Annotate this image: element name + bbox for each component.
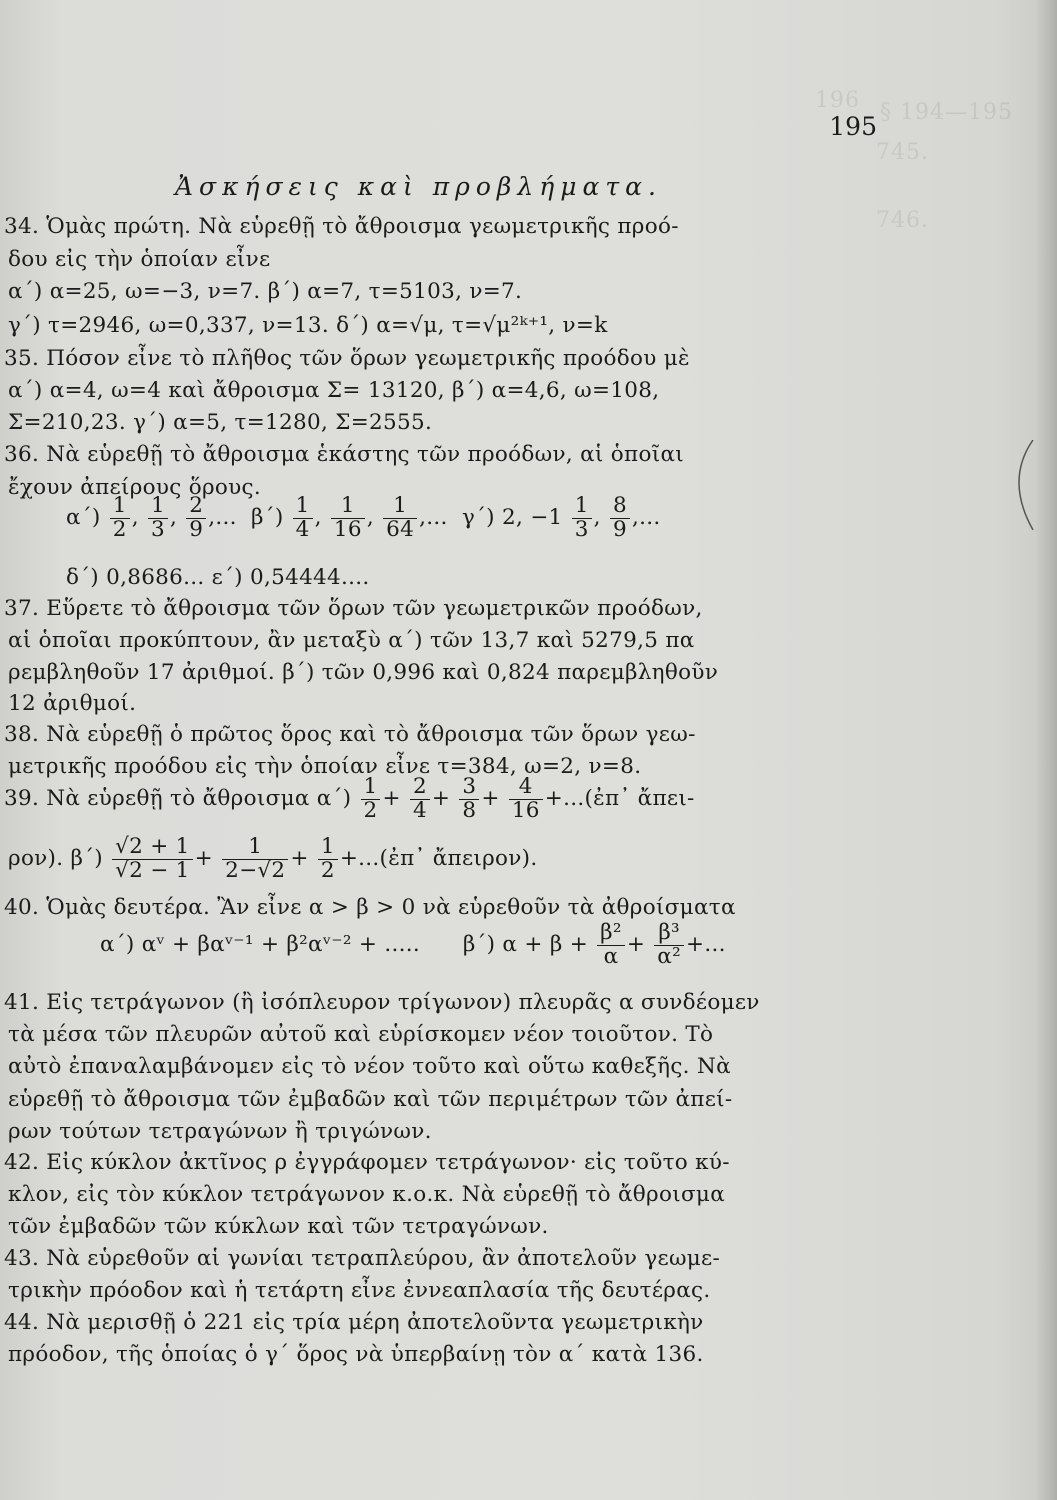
bleed-through-text: 746.	[876, 208, 929, 233]
text-line: 43. Νὰ εὑρεθοῦν αἱ γωνίαι τετραπλεύρου, ἂν ἀποτελοῦν γεωμε-	[4, 1246, 721, 1271]
text-line: 38. Νὰ εὑρεθῇ ὁ πρῶτος ὅρος καὶ τὸ ἄθροισμα τῶν ὅρων γεω-	[4, 722, 696, 747]
text-line: 42. Εἰς κύκλον ἀκτῖνος ρ ἐγγράφομεν τετράγωνον· εἰς τοῦτο κύ-	[4, 1150, 730, 1175]
fraction: $\frac{√2 + 1}{√2 - 1}$	[112, 836, 193, 882]
text-line: ρεμβληθοῦν 17 ἀριθμοί. β΄) τῶν 0,996 καὶ 0,824 παρεμβληθοῦν	[8, 660, 719, 685]
text-line: 41. Εἰς τετράγωνον (ἢ ἰσόπλευρον τρίγωνον) πλευρᾶς α συνδέομεν	[4, 990, 760, 1015]
text-line: α΄) α=25, ω=−3, ν=7. β΄) α=7, τ=5103, ν=7.	[8, 279, 523, 304]
text-line: Σ=210,23. γ΄) α=5, τ=1280, Σ=2555.	[8, 410, 433, 435]
fraction: $\frac{1}{2}$	[318, 836, 338, 882]
fraction: $\frac{4}{16}$	[509, 776, 543, 822]
text-line: γ΄) τ=2946, ω=0,337, ν=13. δ΄) α=√μ, τ=√μ²ᵏ⁺¹, ν=k	[8, 313, 608, 338]
text-line: 40. Ὁμὰς δευτέρα. Ἂν εἶνε α > β > 0 νὰ εὑρεθοῦν τὰ ἀθροίσματα	[4, 895, 736, 920]
fraction: $\frac{3}{8}$	[459, 776, 479, 822]
text-line: μετρικῆς προόδου εἰς τὴν ὁποίαν εἶνε τ=384, ω=2, ν=8.	[8, 754, 642, 779]
text-line: αὐτὸ ἐπαναλαμβάνομεν εἰς τὸ νέον τοῦτο καὶ οὕτω καθεξῆς. Νὰ	[8, 1054, 731, 1079]
text-line: 44. Νὰ μερισθῇ ὁ 221 εἰς τρία μέρη ἀποτελοῦντα γεωμετρικὴν	[4, 1310, 704, 1335]
page-curl-mark	[1003, 440, 1043, 530]
fraction: $\frac{2}{4}$	[410, 776, 430, 822]
text-line: τῶν ἐμβαδῶν τῶν κύκλων καὶ τῶν τετραγώνων.	[8, 1214, 549, 1239]
fraction: $\frac{1}{2-√2}$	[222, 836, 288, 882]
text-line: 12 ἀριθμοί.	[8, 691, 137, 716]
fraction: $\frac{1}{3}$	[148, 495, 168, 541]
fraction: $\frac{1}{4}$	[293, 495, 313, 541]
page-number: 195	[829, 112, 877, 141]
text-line: τρικὴν πρόοδον καὶ ἡ τετάρτη εἶνε ἐννεαπλασία τῆς δευτέρας.	[8, 1278, 711, 1303]
formula-36: α΄) $\frac{1}{2}$ , $\frac{1}{3}$ , $\frac{2}{9}$ ,... β΄) $\frac{1}{4}$ , $\frac{1}{16}$ , $\frac{1}{64}$ ,... γ΄) 2, −1 $\frac{1}{3}$ , $\frac{8}{9}$ ,...	[66, 493, 661, 542]
label-a: α΄)	[66, 505, 101, 531]
fraction: $\frac{1}{64}$	[383, 495, 417, 541]
text-line: 37. Εὕρετε τὸ ἄθροισμα τῶν ὅρων τῶν γεωμετρικῶν προόδων,	[4, 596, 703, 621]
text-line: 35. Πόσον εἶνε τὸ πλῆθος τῶν ὅρων γεωμετρικῆς προόδου μὲ	[4, 346, 690, 371]
fraction: $\frac{1}{2}$	[110, 495, 130, 541]
fraction: $\frac{1}{16}$	[331, 495, 365, 541]
fraction: $\frac{1}{3}$	[572, 495, 592, 541]
text-line: δ΄) 0,8686... ε΄) 0,54444....	[66, 565, 370, 590]
text-line: αἱ ὁποῖαι προκύπτουν, ἂν μεταξὺ α΄) τῶν 13,7 καὶ 5279,5 πα	[8, 628, 695, 653]
text-line: εὑρεθῇ τὸ ἄθροισμα τῶν ἐμβαδῶν καὶ τῶν περιμέτρων τῶν ἀπεί-	[8, 1087, 733, 1112]
page-edge-shadow	[1035, 0, 1057, 1500]
fraction: $\frac{\text{β³}}{\text{α²}}$	[654, 922, 684, 968]
fraction: $\frac{\text{β²}}{\alpha}$	[597, 922, 625, 968]
bleed-through-text: § 194—195	[880, 100, 1013, 125]
text-line: πρόοδον, τῆς ὁποίας ὁ γ΄ ὅρος νὰ ὑπερβαίνῃ τὸν α΄ κατὰ 136.	[8, 1342, 704, 1367]
text-line: 34. Ὁμὰς πρώτη. Νὰ εὑρεθῇ τὸ ἄθροισμα γεωμετρικῆς προό-	[4, 214, 679, 239]
text-line: τὰ μέσα τῶν πλευρῶν αὐτοῦ καὶ εὑρίσκομεν νέον τοιοῦτον. Τὸ	[8, 1022, 714, 1047]
label-b: β΄)	[251, 505, 284, 531]
text-line: ρων τούτων τετραγώνων ἢ τριγώνων.	[8, 1119, 432, 1144]
formula-39-a: 39. Νὰ εὑρεθῇ τὸ ἄθροισμα α΄) $\frac{1}{2}$ + $\frac{2}{4}$ + $\frac{3}{8}$ + $\frac{4}{16}$ +...(ἐπ᾽ ἄπει-	[4, 774, 695, 823]
text-line: ἔχουν ἀπείρους ὅρους.	[8, 475, 262, 500]
section-heading: Ἀσκήσεις καὶ προβλήματα.	[175, 172, 662, 201]
fraction: $\frac{8}{9}$	[610, 495, 630, 541]
text-line: κλον, εἰς τὸν κύκλον τετράγωνον κ.ο.κ. Νὰ εὑρεθῇ τὸ ἄθροισμα	[8, 1182, 726, 1207]
fraction: $\frac{1}{2}$	[361, 776, 381, 822]
text-line: δου εἰς τὴν ὁποίαν εἶνε	[8, 247, 271, 272]
bleed-through-text: 745.	[876, 140, 929, 165]
text-line: α΄) α=4, ω=4 καὶ ἄθροισμα Σ= 13120, β΄) α=4,6, ω=108,	[8, 378, 660, 403]
fraction: $\frac{2}{9}$	[186, 495, 206, 541]
bleed-through-text: 196	[815, 88, 860, 113]
formula-40: α΄) αᵛ + βαᵛ⁻¹ + β²αᵛ⁻² + ..... β΄) α + β + $\frac{\text{β²}}{\alpha}$ + $\frac{\text{β³}}{\text{α²}}$ +...	[100, 920, 726, 969]
formula-39-b: ρον). β΄) $\frac{√2 + 1}{√2 - 1}$ + $\frac{1}{2-√2}$ + $\frac{1}{2}$ +...(ἐπ᾽ ἄπειρον).	[8, 834, 538, 883]
label-c: γ΄) 2, −1	[461, 505, 563, 531]
text-line: 36. Νὰ εὑρεθῇ τὸ ἄθροισμα ἑκάστης τῶν προόδων, αἱ ὁποῖαι	[4, 442, 684, 467]
